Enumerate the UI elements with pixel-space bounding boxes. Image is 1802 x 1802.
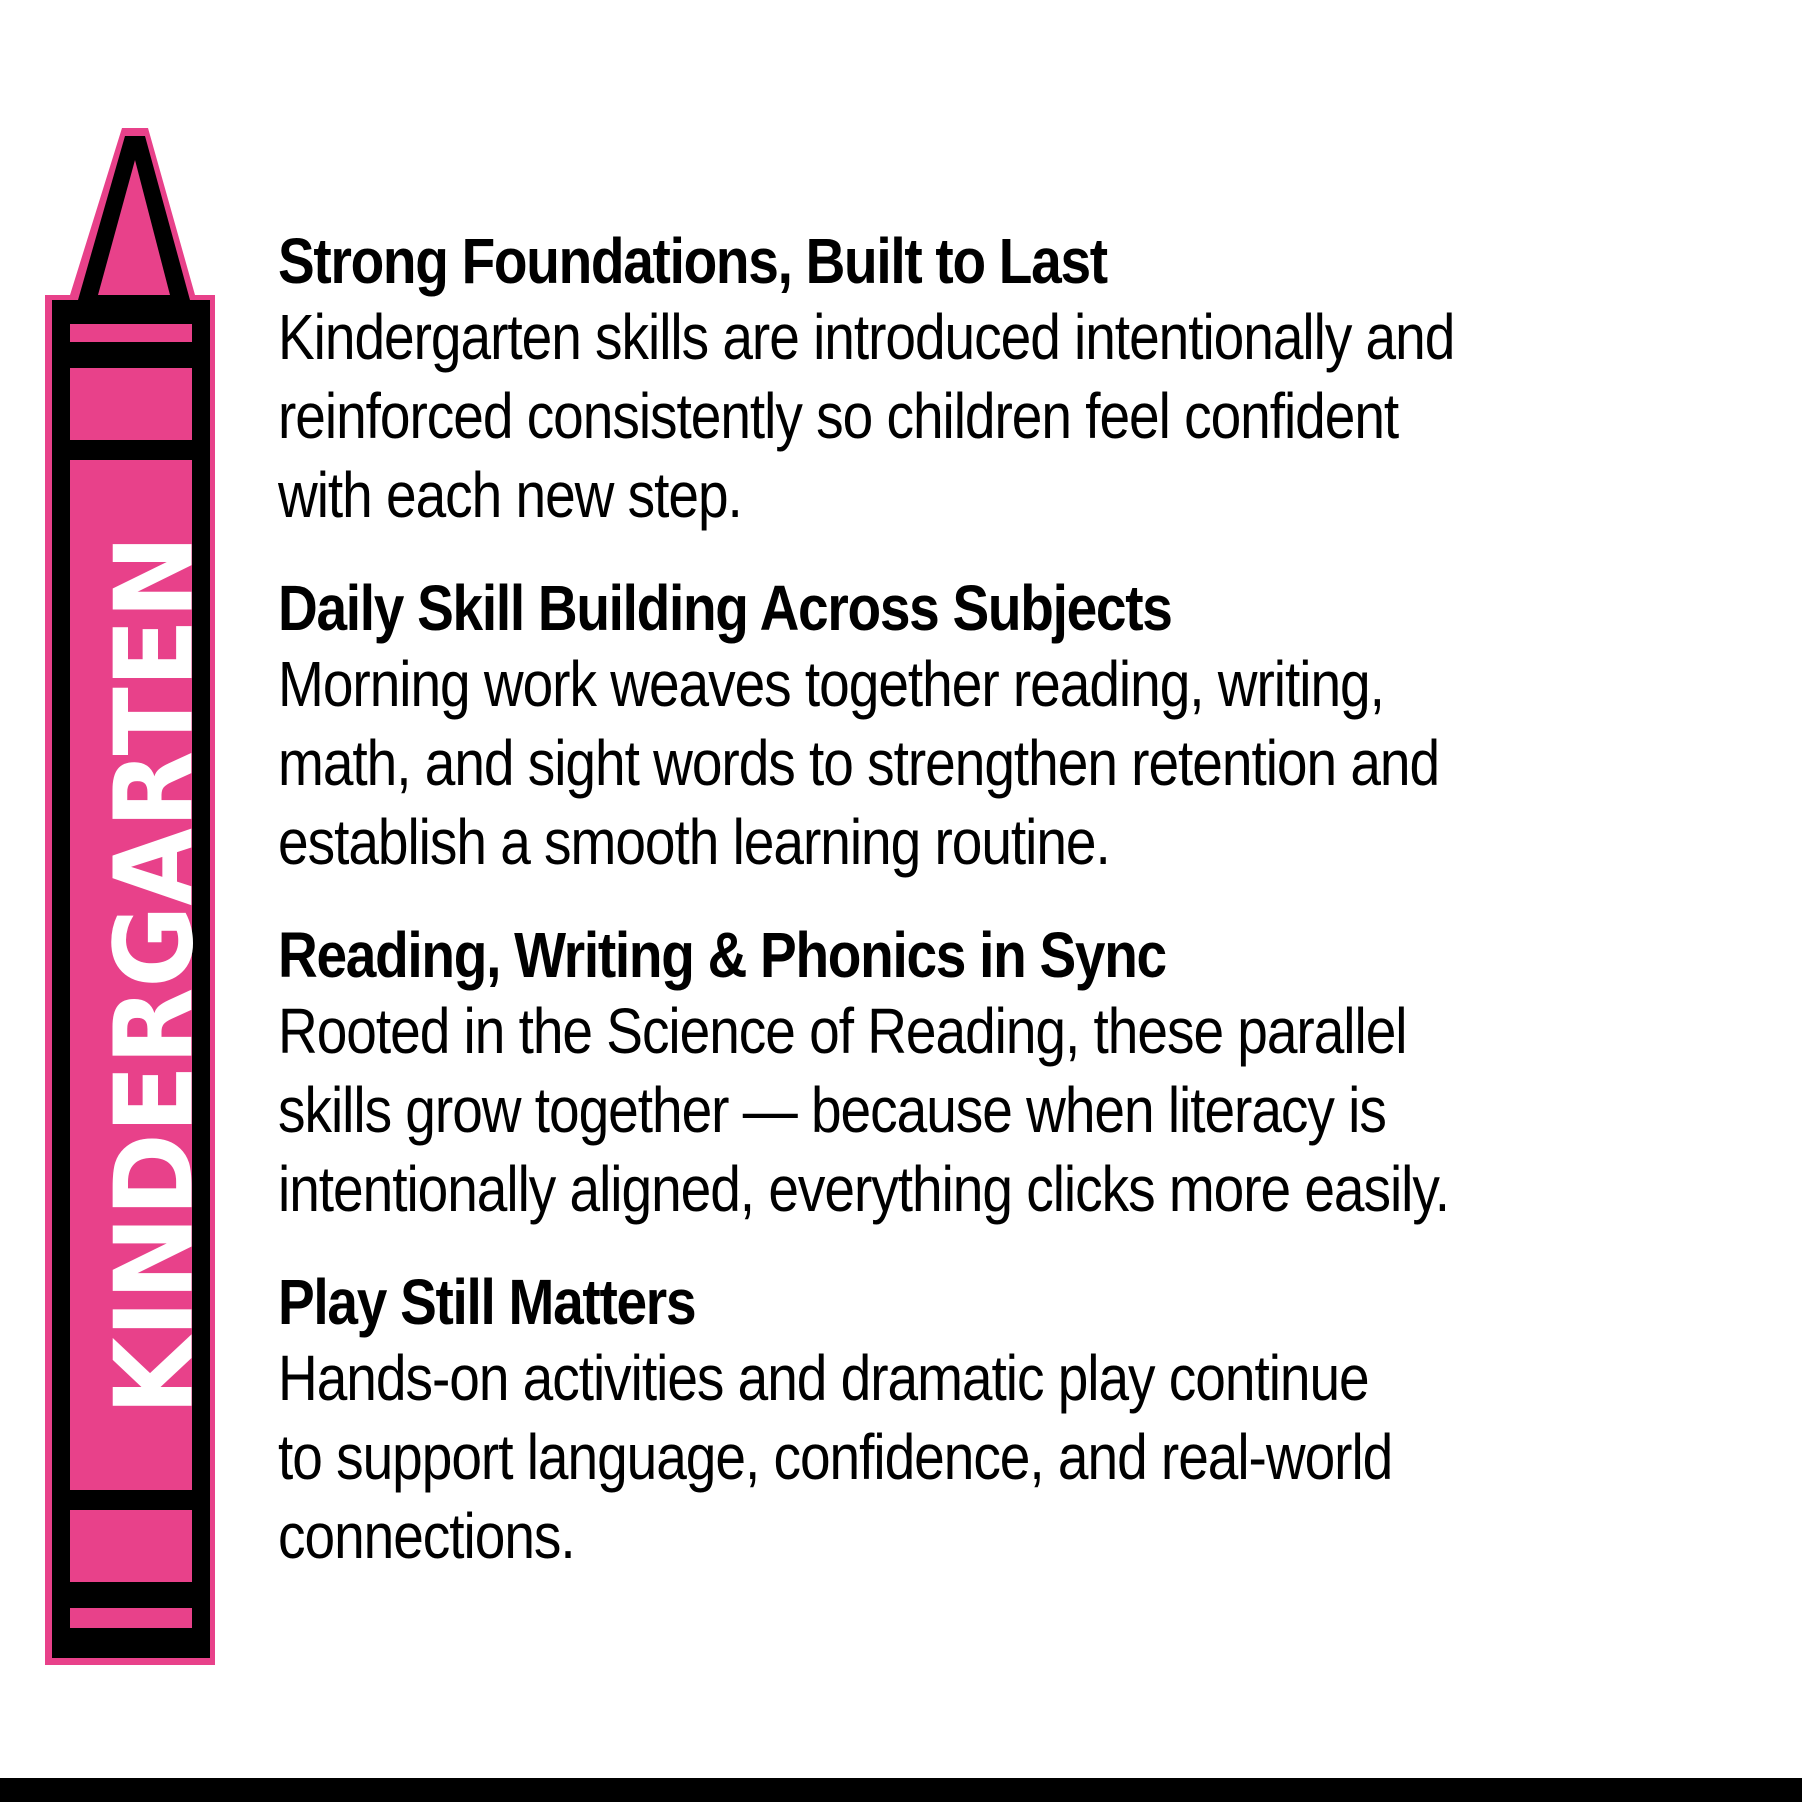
section-title: Strong Foundations, Built to Last	[278, 225, 1107, 297]
crayon-stripe-top-1	[70, 324, 192, 342]
crayon-stripe-bottom-2	[70, 1608, 192, 1628]
section-daily-skill-building	[278, 571, 1778, 882]
section-body: Kindergarten skills are introduced intentionally and reinforced consistently so children feel confident with each new step.	[278, 301, 1455, 531]
section-title: Play Still Matters	[278, 1266, 696, 1338]
section-body: Hands-on activities and dramatic play continue to support language, confidence, and real-world connections.	[278, 1342, 1393, 1572]
section-reading-writing-phonics	[278, 918, 1778, 1229]
section-play-still-matters	[278, 1265, 1778, 1576]
crayon-stripe-bottom-1	[70, 1510, 192, 1582]
crayon-svg	[40, 120, 230, 1670]
crayon-label: KINDERGARTEN	[92, 465, 218, 1415]
bottom-border	[0, 1778, 1802, 1802]
section-strong-foundations	[278, 224, 1778, 535]
section-title: Daily Skill Building Across Subjects	[278, 572, 1172, 644]
section-title: Reading, Writing & Phonics in Sync	[278, 919, 1166, 991]
content	[278, 224, 1778, 1612]
crayon-illustration	[40, 120, 230, 1670]
section-body: Morning work weaves together reading, writing, math, and sight words to strengthen retention and establish a smooth learning routine.	[278, 648, 1440, 878]
crayon-stripe-top-2	[70, 368, 192, 440]
section-body: Rooted in the Science of Reading, these parallel skills grow together — because when literacy is intentionally aligned, everything clicks more easily.	[278, 995, 1450, 1225]
